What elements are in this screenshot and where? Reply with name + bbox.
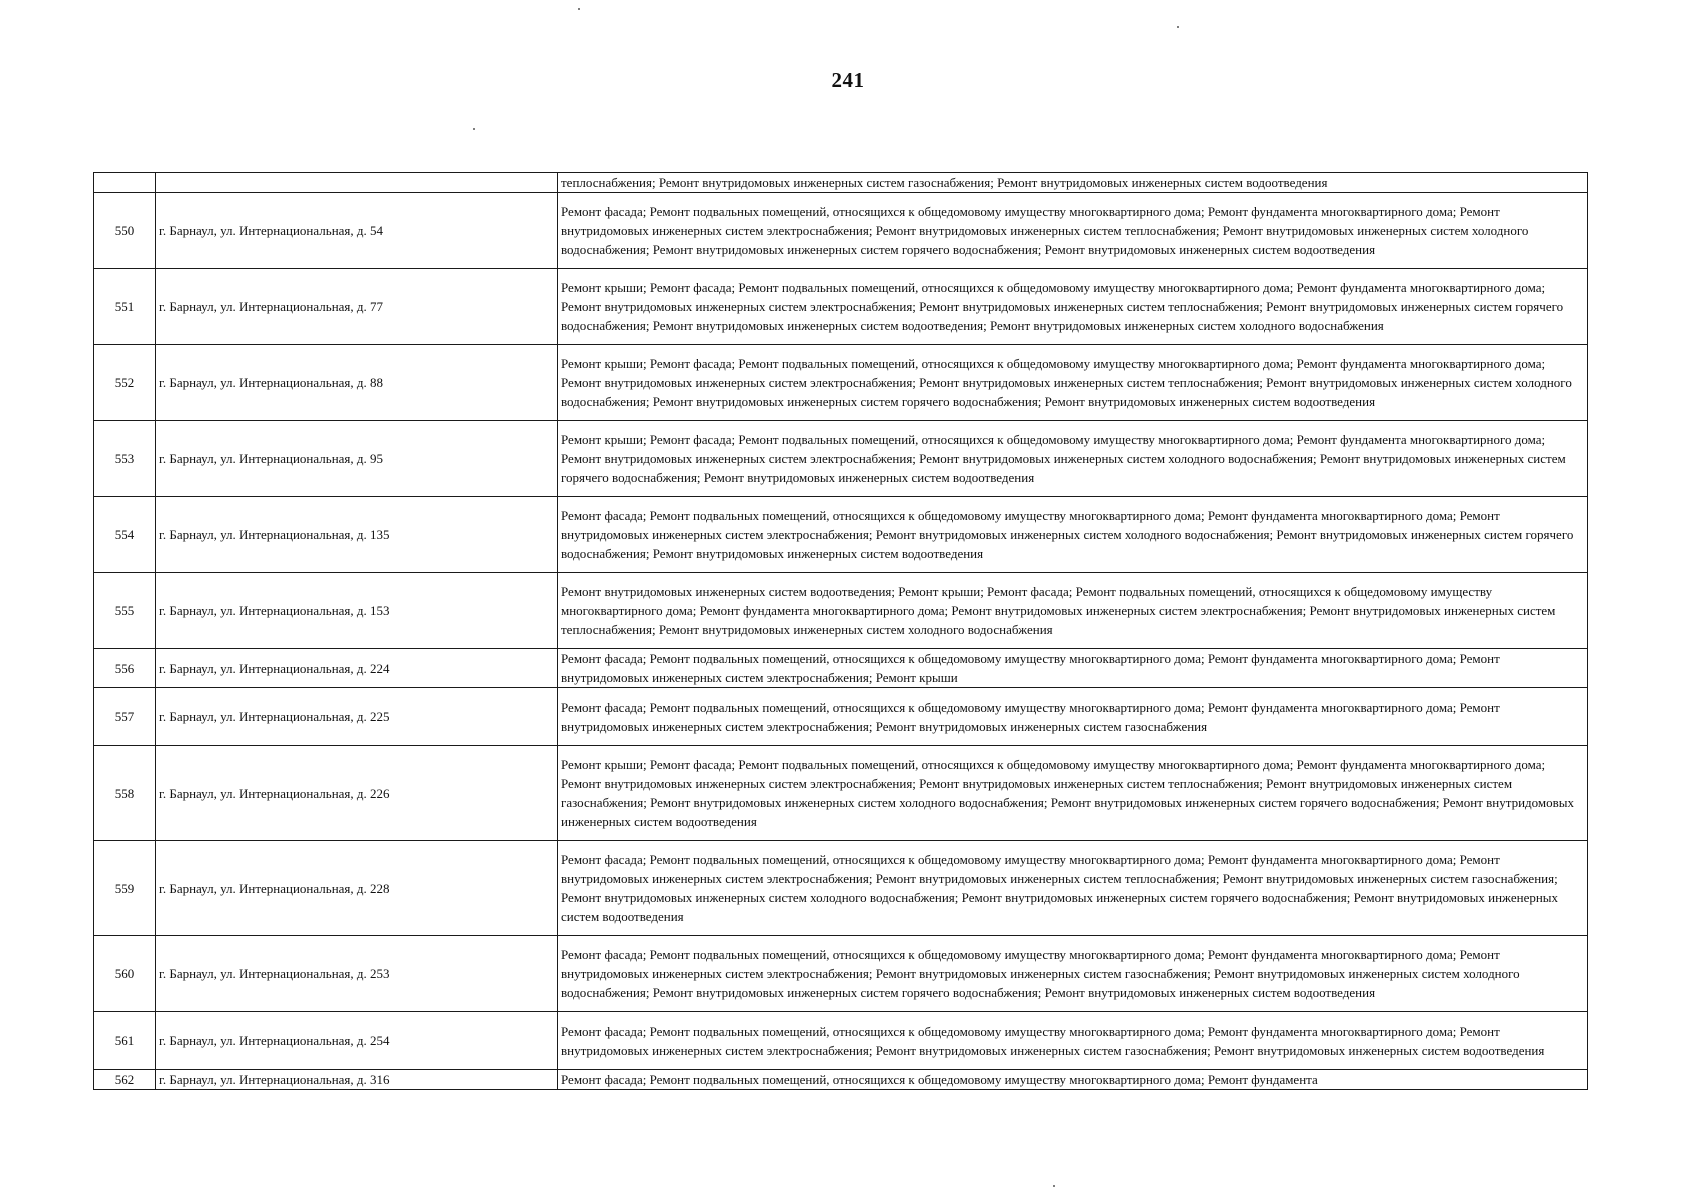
row-works: Ремонт фасада; Ремонт подвальных помещений, относящихся к общедомовому имуществу многоквартирного дома; Ремонт фундамента многоквартирного дома; Ремонт внутридомовых инженерных систем электроснабжения; Ремонт внутридомовых инженерных систем газоснабжения — [558, 688, 1588, 746]
row-number: 552 — [94, 345, 156, 421]
table-row — [94, 841, 1588, 936]
table-row — [94, 193, 1588, 269]
row-works: Ремонт фасада; Ремонт подвальных помещений, относящихся к общедомовому имуществу многоквартирного дома; Ремонт фундамента многоквартирного дома; Ремонт внутридомовых инженерных систем электроснабжения; Ремонт внутридомовых инженерных систем газоснабжения; Ремонт внутридомовых инженерных систем холодного водоснабжения; Ремонт внутридомовых инженерных систем горячего водоснабжения; Ремонт внутридомовых инженерных систем водоотведения — [558, 936, 1588, 1012]
row-number: 556 — [94, 649, 156, 688]
row-address: г. Барнаул, ул. Интернациональная, д. 226 — [156, 746, 558, 841]
scan-speck — [1177, 26, 1179, 28]
table-row — [94, 345, 1588, 421]
row-works: Ремонт внутридомовых инженерных систем водоотведения; Ремонт крыши; Ремонт фасада; Ремонт подвальных помещений, относящихся к общедомовому имуществу многоквартирного дома; Ремонт фундамента многоквартирного дома; Ремонт внутридомовых инженерных систем электроснабжения; Ремонт внутридомовых инженерных систем теплоснабжения; Ремонт внутридомовых инженерных систем холодного водоснабжения — [558, 573, 1588, 649]
row-works: Ремонт крыши; Ремонт фасада; Ремонт подвальных помещений, относящихся к общедомовому имуществу многоквартирного дома; Ремонт фундамента многоквартирного дома; Ремонт внутридомовых инженерных систем электроснабжения; Ремонт внутридомовых инженерных систем теплоснабжения; Ремонт внутридомовых инженерных систем газоснабжения; Ремонт внутридомовых инженерных систем холодного водоснабжения; Ремонт внутридомовых инженерных систем горячего водоснабжения; Ремонт внутридомовых инженерных систем водоотведения — [558, 746, 1588, 841]
row-works: Ремонт крыши; Ремонт фасада; Ремонт подвальных помещений, относящихся к общедомовому имуществу многоквартирного дома; Ремонт фундамента многоквартирного дома; Ремонт внутридомовых инженерных систем электроснабжения; Ремонт внутридомовых инженерных систем теплоснабжения; Ремонт внутридомовых инженерных систем холодного водоснабжения; Ремонт внутридомовых инженерных систем горячего водоснабжения; Ремонт внутридомовых инженерных систем водоотведения — [558, 345, 1588, 421]
row-number: 551 — [94, 269, 156, 345]
row-number: 554 — [94, 497, 156, 573]
row-address: г. Барнаул, ул. Интернациональная, д. 224 — [156, 649, 558, 688]
row-address: г. Барнаул, ул. Интернациональная, д. 228 — [156, 841, 558, 936]
row-number: 562 — [94, 1070, 156, 1090]
row-works: Ремонт фасада; Ремонт подвальных помещений, относящихся к общедомовому имуществу многоквартирного дома; Ремонт фундамента многоквартирного дома; Ремонт внутридомовых инженерных систем электроснабжения; Ремонт внутридомовых инженерных систем холодного водоснабжения; Ремонт внутридомовых инженерных систем горячего водоснабжения; Ремонт внутридомовых инженерных систем водоотведения — [558, 497, 1588, 573]
table-row — [94, 936, 1588, 1012]
table-row — [94, 649, 1588, 688]
row-address: г. Барнаул, ул. Интернациональная, д. 88 — [156, 345, 558, 421]
table-row — [94, 173, 1588, 193]
row-works: Ремонт фасада; Ремонт подвальных помещений, относящихся к общедомовому имуществу многоквартирного дома; Ремонт фундамента многоквартирного дома; Ремонт внутридомовых инженерных систем электроснабжения; Ремонт внутридомовых инженерных систем теплоснабжения; Ремонт внутридомовых инженерных систем газоснабжения; Ремонт внутридомовых инженерных систем холодного водоснабжения; Ремонт внутридомовых инженерных систем горячего водоснабжения; Ремонт внутридомовых инженерных систем водоотведения — [558, 841, 1588, 936]
table-row — [94, 746, 1588, 841]
table-row — [94, 1012, 1588, 1070]
row-number: 553 — [94, 421, 156, 497]
row-address: г. Барнаул, ул. Интернациональная, д. 77 — [156, 269, 558, 345]
row-address: г. Барнаул, ул. Интернациональная, д. 316 — [156, 1070, 558, 1090]
row-number: 555 — [94, 573, 156, 649]
table-row — [94, 269, 1588, 345]
row-works: Ремонт крыши; Ремонт фасада; Ремонт подвальных помещений, относящихся к общедомовому имуществу многоквартирного дома; Ремонт фундамента многоквартирного дома; Ремонт внутридомовых инженерных систем электроснабжения; Ремонт внутридомовых инженерных систем холодного водоснабжения; Ремонт внутридомовых инженерных систем горячего водоснабжения; Ремонт внутридомовых инженерных систем водоотведения — [558, 421, 1588, 497]
table-row — [94, 421, 1588, 497]
row-number — [94, 173, 156, 193]
row-address: г. Барнаул, ул. Интернациональная, д. 54 — [156, 193, 558, 269]
row-number: 550 — [94, 193, 156, 269]
scan-speck — [473, 128, 475, 130]
row-works: Ремонт фасада; Ремонт подвальных помещений, относящихся к общедомовому имуществу многоквартирного дома; Ремонт фундамента многоквартирного дома; Ремонт внутридомовых инженерных систем электроснабжения; Ремонт внутридомовых инженерных систем газоснабжения; Ремонт внутридомовых инженерных систем водоотведения — [558, 1012, 1588, 1070]
table-row — [94, 497, 1588, 573]
table-row — [94, 573, 1588, 649]
table-body — [94, 173, 1588, 1090]
row-address — [156, 173, 558, 193]
row-number: 558 — [94, 746, 156, 841]
row-address: г. Барнаул, ул. Интернациональная, д. 153 — [156, 573, 558, 649]
table-row — [94, 688, 1588, 746]
row-works: Ремонт фасада; Ремонт подвальных помещений, относящихся к общедомовому имуществу многоквартирного дома; Ремонт фундамента — [558, 1070, 1588, 1090]
row-works: теплоснабжения; Ремонт внутридомовых инженерных систем газоснабжения; Ремонт внутридомовых инженерных систем водоотведения — [558, 173, 1588, 193]
page-number: 241 — [831, 68, 865, 92]
row-number: 561 — [94, 1012, 156, 1070]
row-address: г. Барнаул, ул. Интернациональная, д. 225 — [156, 688, 558, 746]
scan-speck — [1053, 1185, 1055, 1187]
row-address: г. Барнаул, ул. Интернациональная, д. 253 — [156, 936, 558, 1012]
row-number: 560 — [94, 936, 156, 1012]
scan-speck — [578, 8, 580, 10]
building-repair-table — [93, 172, 1588, 1090]
row-works: Ремонт фасада; Ремонт подвальных помещений, относящихся к общедомовому имуществу многоквартирного дома; Ремонт фундамента многоквартирного дома; Ремонт внутридомовых инженерных систем электроснабжения; Ремонт крыши — [558, 649, 1588, 688]
row-address: г. Барнаул, ул. Интернациональная, д. 135 — [156, 497, 558, 573]
row-address: г. Барнаул, ул. Интернациональная, д. 254 — [156, 1012, 558, 1070]
row-works: Ремонт крыши; Ремонт фасада; Ремонт подвальных помещений, относящихся к общедомовому имуществу многоквартирного дома; Ремонт фундамента многоквартирного дома; Ремонт внутридомовых инженерных систем электроснабжения; Ремонт внутридомовых инженерных систем теплоснабжения; Ремонт внутридомовых инженерных систем горячего водоснабжения; Ремонт внутридомовых инженерных систем водоотведения; Ремонт внутридомовых инженерных систем холодного водоснабжения — [558, 269, 1588, 345]
row-address: г. Барнаул, ул. Интернациональная, д. 95 — [156, 421, 558, 497]
table-row — [94, 1070, 1588, 1090]
row-number: 559 — [94, 841, 156, 936]
row-number: 557 — [94, 688, 156, 746]
row-works: Ремонт фасада; Ремонт подвальных помещений, относящихся к общедомовому имуществу многоквартирного дома; Ремонт фундамента многоквартирного дома; Ремонт внутридомовых инженерных систем электроснабжения; Ремонт внутридомовых инженерных систем теплоснабжения; Ремонт внутридомовых инженерных систем холодного водоснабжения; Ремонт внутридомовых инженерных систем горячего водоснабжения; Ремонт внутридомовых инженерных систем водоотведения — [558, 193, 1588, 269]
